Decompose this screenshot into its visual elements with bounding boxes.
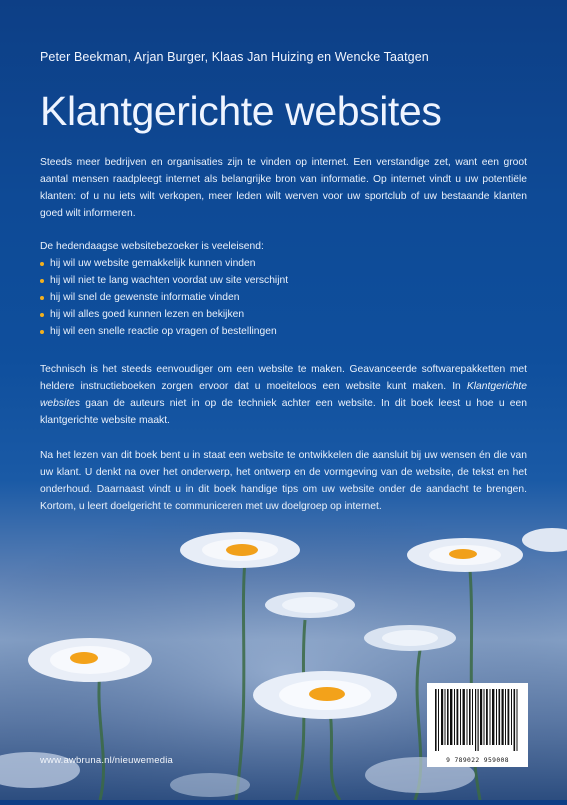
bullet-dot-icon [40, 279, 44, 283]
bullet-item: hij wil uw website gemakkelijk kunnen vinden [40, 256, 527, 273]
barcode [427, 683, 528, 767]
bullet-item: hij wil snel de gewenste informatie vinden [40, 290, 527, 307]
bullet-item: hij wil een snelle reactie op vragen of bestellingen [40, 324, 527, 341]
bullet-dot-icon [40, 296, 44, 300]
bullet-item: hij wil niet te lang wachten voordat uw site verschijnt [40, 273, 527, 290]
authors-line: Peter Beekman, Arjan Burger, Klaas Jan Huizing en Wencke Taatgen [40, 50, 429, 64]
bullet-item: hij wil alles goed kunnen lezen en bekijken [40, 307, 527, 324]
bullet-dot-icon [40, 313, 44, 317]
isbn-number: 9 789022 959008 [446, 757, 509, 764]
paragraph-2: Technisch is het steeds eenvoudiger om een website te maken. Geavanceerde softwarepakketten met heldere instructieboeken zorgen ervoor dat u moeiteloos een website kunt maken. In Klantgerichte websites gaan de auteurs niet in op de techniek achter een website. In dit boek leest u hoe u een klantgerichte website maakt. [40, 364, 527, 426]
paragraph-1: Steeds meer bedrijven en organisaties zijn te vinden op internet. Een verstandige zet, want een groot aantal mensen raadpleegt internet als belangrijke bron van informatie. Op internet vindt u uw potentiële klanten: of u nu iets wilt verkopen, meer leden wilt werven voor uw sportclub of uw bestaande klanten goed wilt informeren. [40, 157, 527, 219]
bullet-dot-icon [40, 330, 44, 334]
barcode-icon [427, 683, 528, 757]
publisher-url[interactable]: www.awbruna.nl/nieuwemedia [40, 755, 173, 766]
bullet-intro: De hedendaagse websitebezoeker is veeleisend: [40, 241, 264, 252]
book-title: Klantgerichte websites [40, 88, 442, 134]
bullet-dot-icon [40, 262, 44, 266]
paragraph-3: Na het lezen van dit boek bent u in staat een website te ontwikkelen die aansluit bij uw wensen én die van uw klant. U denkt na over het onderwerp, het ontwerp en de vormgeving van de website, de tekst en het onderhoud. Daarnaast vindt u in dit boek handige tips om uw website onder de aandacht te brengen. Kortom, u leert doelgericht te communiceren met uw doelgroep op internet. [40, 450, 527, 512]
book-title-italic: Klantgerichte websites [40, 380, 527, 409]
bullet-list [40, 256, 527, 340]
